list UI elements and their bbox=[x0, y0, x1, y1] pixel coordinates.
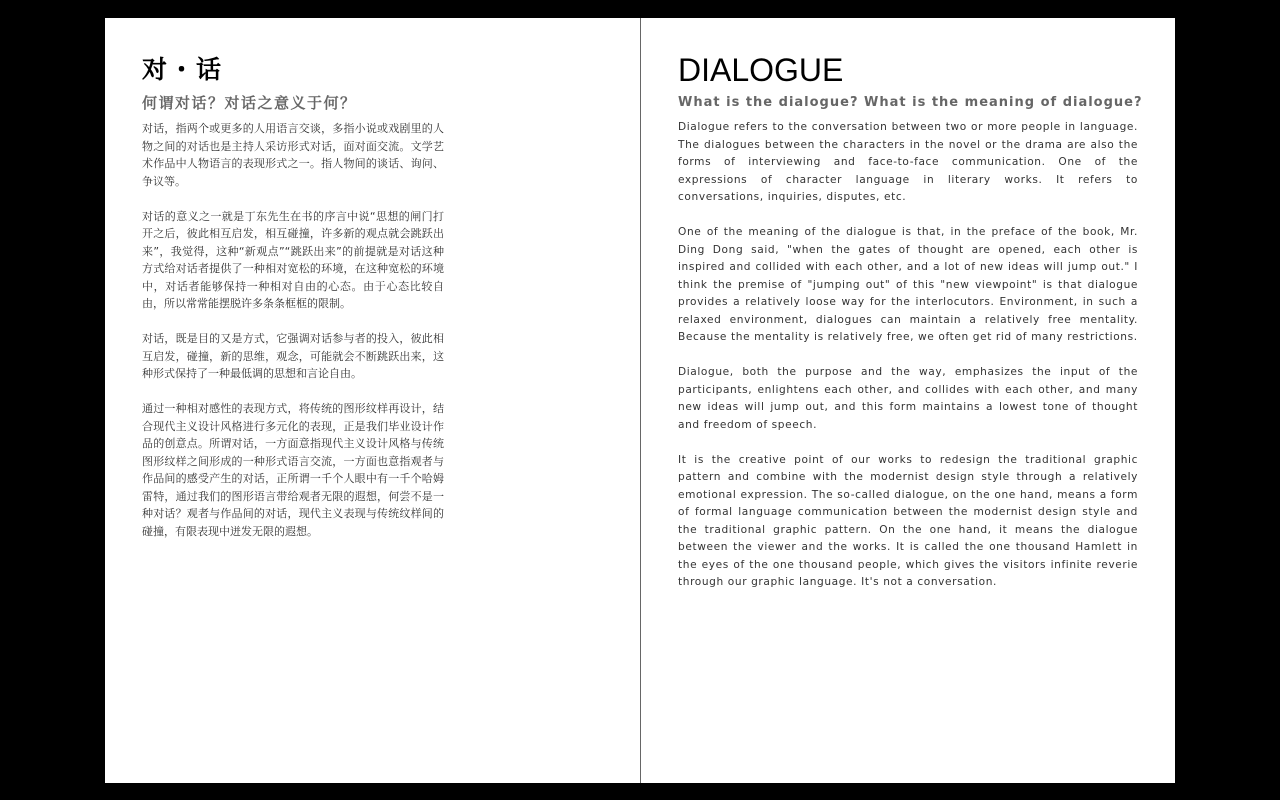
paragraph: Dialogue refers to the conversation between two or more people in language. The dialogues between the characters in the novel or the drama are also the forms of interviewing and face-to-face communication. One of the expressions of character language in literary works. It refers to conversations, inquiries, disputes, etc. bbox=[678, 121, 1138, 203]
book-spread bbox=[105, 18, 1175, 783]
left-page bbox=[105, 18, 640, 783]
page-title-english: DIALOGUE bbox=[678, 52, 844, 88]
body-text-english bbox=[678, 119, 1138, 609]
paragraph: Dialogue, both the purpose and the way, emphasizes the input of the participants, enlightens each other, and collides with each other, and many new ideas will jump out, and this form maintains a lowest tone of thought and freedom of speech. bbox=[678, 366, 1138, 431]
page-title-chinese: 对・话 bbox=[142, 55, 224, 84]
paragraph: 对话，既是目的又是方式，它强调对话参与者的投入，彼此相互启发，碰撞，新的思维，观念，可能就会不断跳跃出来，这种形式保持了一种最低调的思想和言论自由。 bbox=[142, 332, 444, 380]
paragraph: 对话的意义之一就是丁东先生在书的序言中说“思想的闸门打开之后，彼此相互启发，相互碰撞，许多新的观点就会跳跃出来”，我觉得，这种“新观点”“跳跃出来”的前提就是对话这种方式给对话者提供了一种相对宽松的环境，在这种宽松的环境中，对话者能够保持一种相对自由的心态。由于心态比较自由，所以常常能摆脱许多条条框框的限制。 bbox=[142, 209, 444, 310]
paragraph: One of the meaning of the dialogue is that, in the preface of the book, Mr. Ding Dong said, "when the gates of thought are opened, each other is inspired and collided with each other, and a lot of new ideas will jump out." I think the premise of "jumping out" of this "new viewpoint" is that dialogue provides a relatively loose way for the interlocutors. Environment, in such a relaxed environment, dialogues can maintain a relatively free mentality. Because the mentality is relatively free, we often get rid of many restrictions. bbox=[678, 226, 1138, 343]
paragraph: It is the creative point of our works to redesign the traditional graphic pattern and combine with the modernist design style through a relatively emotional expression. The so-called dialogue, on the one hand, means a form of formal language communication between the modernist design style and the traditional graphic pattern. On the one hand, it means the dialogue between the viewer and the works. It is called the one thousand Hamlett in the eyes of the one thousand people, which gives the visitors infinite reverie through our graphic language. It's not a conversation. bbox=[678, 453, 1138, 588]
page-subtitle-chinese: 何谓对话？对话之意义于何？ bbox=[142, 94, 357, 112]
paragraph: 通过一种相对感性的表现方式，将传统的图形纹样再设计，结合现代主义设计风格进行多元化的表现，正是我们毕业设计作品的创意点。所谓对话，一方面意指现代主义设计风格与传统图形纹样之间形成的一种形式语言交流，一方面也意指观者与作品间的感受产生的对话，正所谓一千个人眼中有一千个哈姆雷特，通过我们的图形语言带给观者无限的遐想，何尝不是一种对话？观者与作品间的对话，现代主义表现与传统纹样间的碰撞，有限表现中迸发无限的遐想。 bbox=[142, 402, 444, 538]
paragraph: 对话，指两个或更多的人用语言交谈，多指小说或戏剧里的人物之间的对话也是主持人采访形式对话，面对面交流。文学艺术作品中人物语言的表现形式之一。指人物间的谈话、询问、争议等。 bbox=[142, 122, 444, 188]
right-page bbox=[641, 18, 1175, 783]
body-text-chinese bbox=[142, 120, 444, 558]
page-subtitle-english: What is the dialogue? What is the meaning of dialogue? bbox=[678, 95, 1143, 110]
